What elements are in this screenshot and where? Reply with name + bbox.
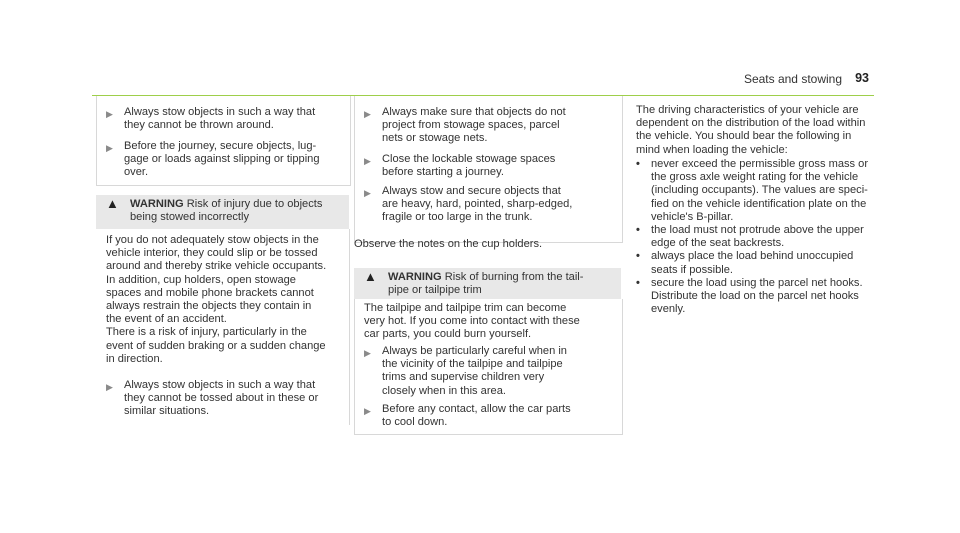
warning-border	[349, 229, 350, 425]
list-item: • secure the load using the parcel net hooks. Distribute the load on the parcel net hooks evenly.	[636, 276, 863, 316]
warning-body: The tailpipe and tailpipe trim can become very hot. If you come into contact with these car parts, you could burn yourself.	[364, 302, 580, 341]
list-item: • always place the load behind unoccupied seats if possible.	[636, 250, 854, 276]
triangle-right-icon: ▶	[364, 406, 371, 416]
bullet-dot-icon: •	[636, 276, 640, 289]
cup-holder-note: Observe the notes on the cup holders.	[354, 238, 543, 250]
triangle-right-icon: ▶	[364, 348, 371, 358]
section-title: Seats and stowing	[743, 72, 842, 86]
warning-label: WARNING	[130, 198, 184, 210]
warning-body: If you do not adequately stow objects in the vehicle interior, they could slip or be tossed around and thereby strike vehicle occupants. In addition, cup holders, open stowage spaces and mobile phone brackets cannot always restrain the objects they contain in the event of an accident. There is a risk of injury, particularly in the event of sudden braking or a sudden change in direction.	[106, 234, 327, 365]
list-item: • the load must not protrude above the upper edge of the seat backrests.	[636, 224, 864, 250]
page-number: 93	[855, 71, 869, 85]
list-item: ▶ Before the journey, secure objects, lug- gage or loads against slipping or tipping over.	[106, 140, 320, 179]
triangle-right-icon: ▶	[364, 188, 371, 198]
triangle-right-icon: ▶	[364, 156, 371, 166]
list-item: ▶ Always stow objects in such a way that they cannot be tossed about in these or similar situations.	[106, 379, 319, 418]
warning-header: ▲ WARNING Risk of injury due to objects being stowed incorrectly	[96, 195, 349, 229]
triangle-right-icon: ▶	[106, 109, 113, 119]
bullet-dot-icon: •	[636, 158, 640, 170]
warning-triangle-icon: ▲	[106, 196, 119, 211]
warning-label: WARNING	[388, 271, 442, 283]
load-intro: The driving characteristics of your vehicle are dependent on the distribution of the load within the vehicle. You should bear the following in mind when loading the vehicle:	[636, 104, 866, 156]
list-item: ▶ Always be particularly careful when in the vicinity of the tailpipe and tailpipe trims and supervise children very closely when in this area.	[364, 345, 567, 397]
list-item: ▶ Always stow and secure objects that are heavy, hard, pointed, sharp-edged, fragile or too large in the trunk.	[364, 185, 573, 224]
list-item: • never exceed the permissible gross mass or the gross axle weight rating for the vehicle (including occupants). The values are speci- fied on the vehicle identification plate on the vehicle's B-pillar.	[636, 158, 869, 223]
bullet-dot-icon: •	[636, 250, 640, 263]
load-list	[636, 158, 886, 316]
warning-header: ▲ WARNING Risk of burning from the tail- pipe or tailpipe trim	[354, 268, 621, 299]
triangle-right-icon: ▶	[364, 109, 371, 119]
bullet-dot-icon: •	[636, 224, 640, 237]
triangle-right-icon: ▶	[106, 143, 113, 153]
list-item: ▶ Close the lockable stowage spaces before starting a journey.	[364, 153, 556, 179]
list-item: ▶ Always make sure that objects do not project from stowage spaces, parcel nets or stowage nets.	[364, 106, 566, 145]
triangle-right-icon: ▶	[106, 382, 113, 392]
warning-triangle-icon: ▲	[364, 269, 377, 284]
list-item: ▶ Always stow objects in such a way that they cannot be thrown around.	[106, 106, 316, 132]
list-item: ▶ Before any contact, allow the car parts to cool down.	[364, 403, 571, 429]
